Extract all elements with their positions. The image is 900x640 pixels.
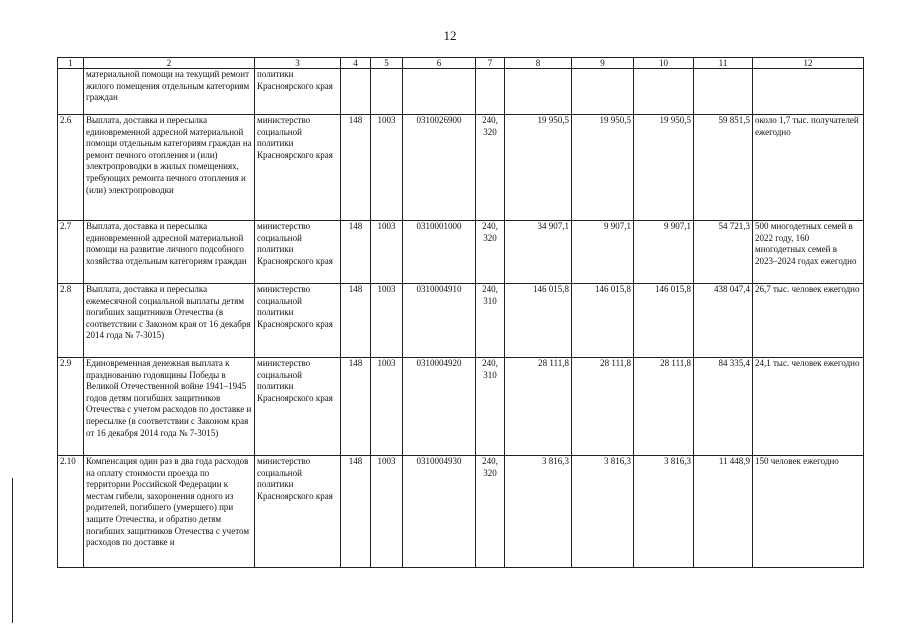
executor-cell: министерство социальной политики Красноярского края: [255, 284, 341, 358]
grbs-cell: 148: [341, 221, 371, 284]
target-article-cell: 0310026900: [403, 115, 476, 221]
amount-2023-cell: 3 816,3: [572, 456, 634, 568]
amount-2024-cell: 3 816,3: [634, 456, 694, 568]
target-article-cell: 0310004920: [403, 358, 476, 456]
grbs-cell: 148: [341, 358, 371, 456]
section-cell: [371, 69, 403, 115]
row-number-cell: 2.7: [58, 221, 84, 284]
row-number-cell: 2.9: [58, 358, 84, 456]
page-number: 12: [443, 28, 457, 43]
table-row: [58, 284, 864, 358]
executor-cell: министерство социальной политики Красноярского края: [255, 115, 341, 221]
header-cell: 3: [255, 58, 341, 69]
amount-2023-cell: 19 950,5: [572, 115, 634, 221]
amount-total-cell: 11 448,9: [694, 456, 753, 568]
section-cell: 1003: [371, 358, 403, 456]
section-cell: 1003: [371, 115, 403, 221]
target-article-cell: 0310004910: [403, 284, 476, 358]
header-cell: 6: [403, 58, 476, 69]
amount-total-cell: 59 851,5: [694, 115, 753, 221]
executor-cell: министерство социальной политики Красноярского края: [255, 358, 341, 456]
expense-type-cell: 240, 320: [476, 456, 505, 568]
header-cell: 8: [505, 58, 572, 69]
target-article-cell: [403, 69, 476, 115]
grbs-cell: [341, 69, 371, 115]
measure-name-cell: Выплата, доставка и пересылка единовременной адресной материальной помощи на развитие личного подсобного хозяйства отдельным категориям граждан: [84, 221, 255, 284]
measure-name-cell: Единовременная денежная выплата к празднованию годовщины Победы в Великой Отечественной войне 1941–1945 годов детям погибших защитников Отечества с учетом расходов по доставке и пересылке (в соответствии с Законом края от 16 декабря 2014 года № 7-3015): [84, 358, 255, 456]
expense-type-cell: 240, 310: [476, 284, 505, 358]
amount-total-cell: 84 335,4: [694, 358, 753, 456]
amount-2022-cell: 3 816,3: [505, 456, 572, 568]
amount-2024-cell: [634, 69, 694, 115]
amount-2022-cell: 34 907,1: [505, 221, 572, 284]
amount-2023-cell: 9 907,1: [572, 221, 634, 284]
amount-total-cell: 438 047,4: [694, 284, 753, 358]
amount-2022-cell: 146 015,8: [505, 284, 572, 358]
amount-total-cell: [694, 69, 753, 115]
expense-type-cell: 240, 320: [476, 115, 505, 221]
result-cell: 500 многодетных семей в 2022 году, 160 многодетных семей в 2023–2024 годах ежегодно: [753, 221, 864, 284]
expense-type-cell: [476, 69, 505, 115]
table-row: [58, 115, 864, 221]
margin-line: [12, 478, 13, 623]
result-cell: [753, 69, 864, 115]
amount-2024-cell: 19 950,5: [634, 115, 694, 221]
executor-cell: министерство социальной политики Красноярского края: [255, 456, 341, 568]
table-row: [58, 69, 864, 115]
header-cell: 4: [341, 58, 371, 69]
amount-2022-cell: 19 950,5: [505, 115, 572, 221]
header-cell: 7: [476, 58, 505, 69]
result-cell: 150 человек ежегодно: [753, 456, 864, 568]
header-cell: 2: [84, 58, 255, 69]
amount-2023-cell: 28 111,8: [572, 358, 634, 456]
table-row: [58, 456, 864, 568]
amount-total-cell: 54 721,3: [694, 221, 753, 284]
measure-name-cell: Компенсация один раз в два года расходов на оплату стоимости проезда по территории Российской Федерации к местам гибели, захоронения одного из родителей, погибшего (умершего) при защите Отечества, и обратно детям погибших защитников Отечества с учетом расходов по доставке и: [84, 456, 255, 568]
table-header-row: [58, 58, 864, 69]
section-cell: 1003: [371, 221, 403, 284]
section-cell: 1003: [371, 456, 403, 568]
result-cell: около 1,7 тыс. получателей ежегодно: [753, 115, 864, 221]
header-cell: 9: [572, 58, 634, 69]
grbs-cell: 148: [341, 115, 371, 221]
header-cell: 12: [753, 58, 864, 69]
target-article-cell: 0310001000: [403, 221, 476, 284]
expense-type-cell: 240, 310: [476, 358, 505, 456]
row-number-cell: [58, 69, 84, 115]
executor-cell: политики Красноярского края: [255, 69, 341, 115]
table-row: [58, 221, 864, 284]
row-number-cell: 2.8: [58, 284, 84, 358]
target-article-cell: 0310004930: [403, 456, 476, 568]
header-cell: 1: [58, 58, 84, 69]
amount-2024-cell: 9 907,1: [634, 221, 694, 284]
row-number-cell: 2.10: [58, 456, 84, 568]
row-number-cell: 2.6: [58, 115, 84, 221]
budget-table: [57, 57, 864, 568]
result-cell: 24,1 тыс. человек ежегодно: [753, 358, 864, 456]
measure-name-cell: Выплата, доставка и пересылка единовременной адресной материальной помощи отдельным категориям граждан на ремонт печного отопления и (или) электропроводки в жилых помещениях, требующих ремонта печного отопления и (или) электропроводки: [84, 115, 255, 221]
section-cell: 1003: [371, 284, 403, 358]
amount-2024-cell: 28 111,8: [634, 358, 694, 456]
amount-2023-cell: 146 015,8: [572, 284, 634, 358]
expense-type-cell: 240, 320: [476, 221, 505, 284]
result-cell: 26,7 тыс. человек ежегодно: [753, 284, 864, 358]
amount-2022-cell: 28 111,8: [505, 358, 572, 456]
grbs-cell: 148: [341, 284, 371, 358]
executor-cell: министерство социальной политики Красноярского края: [255, 221, 341, 284]
header-cell: 5: [371, 58, 403, 69]
header-cell: 10: [634, 58, 694, 69]
measure-name-cell: Выплата, доставка и пересылка ежемесячной социальной выплаты детям погибших защитников Отечества (в соответствии с Законом края от 16 декабря 2014 года № 7-3015): [84, 284, 255, 358]
measure-name-cell: материальной помощи на текущий ремонт жилого помещения отдельным категориям граждан: [84, 69, 255, 115]
amount-2022-cell: [505, 69, 572, 115]
amount-2023-cell: [572, 69, 634, 115]
table-row: [58, 358, 864, 456]
amount-2024-cell: 146 015,8: [634, 284, 694, 358]
grbs-cell: 148: [341, 456, 371, 568]
header-cell: 11: [694, 58, 753, 69]
